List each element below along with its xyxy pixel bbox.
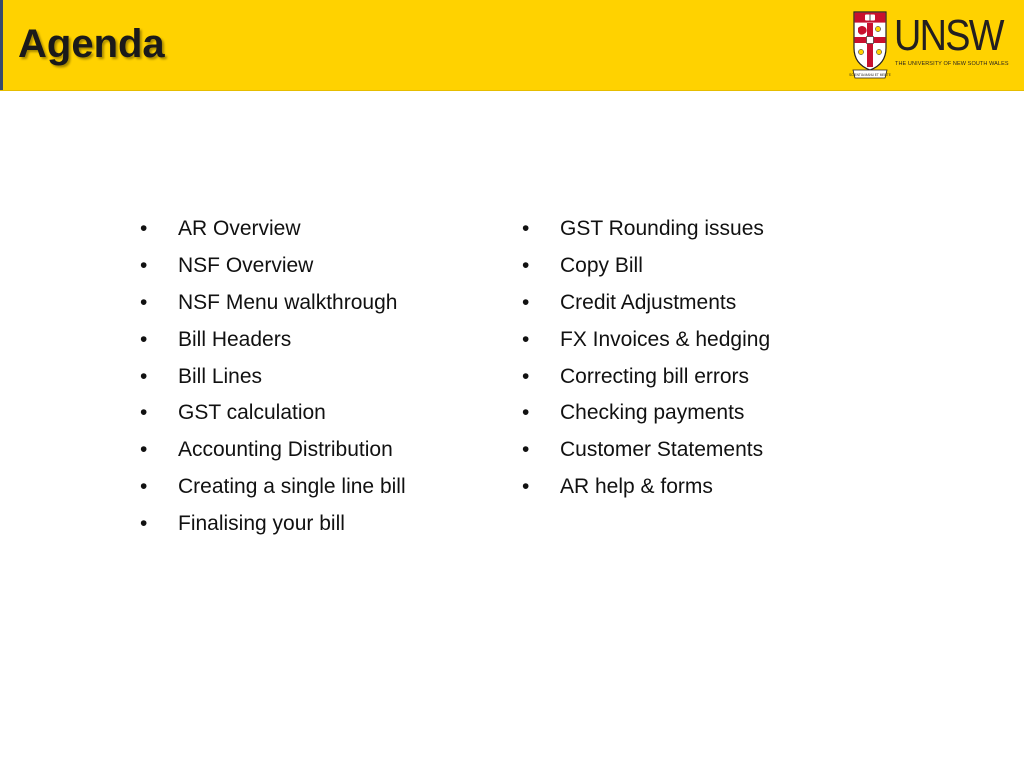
slide-title: Agenda bbox=[18, 22, 165, 66]
agenda-item-label: Copy Bill bbox=[560, 253, 643, 277]
bullet: • bbox=[140, 217, 148, 240]
bullet: • bbox=[140, 438, 148, 462]
agenda-item-label: GST Rounding issues bbox=[560, 217, 764, 240]
agenda-item-label: Finalising your bill bbox=[178, 512, 345, 536]
header-band bbox=[0, 0, 1024, 91]
agenda-item-label: GST calculation bbox=[178, 401, 326, 425]
logo-wordmark: UNSW bbox=[894, 11, 1003, 60]
agenda-item-label: AR help & forms bbox=[560, 475, 713, 499]
agenda-item-label: AR Overview bbox=[178, 217, 301, 240]
agenda-item-label: Customer Statements bbox=[560, 438, 764, 462]
bullet: • bbox=[140, 364, 148, 388]
bullet: • bbox=[522, 438, 530, 462]
agenda-item-label: Bill Lines bbox=[178, 364, 263, 388]
bullet: • bbox=[522, 401, 530, 425]
bullet: • bbox=[522, 290, 530, 314]
bullet: • bbox=[522, 475, 530, 499]
crest-ribbon-text: SCIENTIA MANU ET MENTE bbox=[849, 72, 891, 77]
bullet: • bbox=[522, 327, 530, 351]
bullet: • bbox=[140, 512, 148, 536]
agenda-item-label: FX Invoices & hedging bbox=[560, 327, 771, 351]
agenda-item-label: Checking payments bbox=[560, 401, 745, 425]
agenda-item-label: Bill Headers bbox=[178, 327, 292, 351]
bullet: • bbox=[522, 364, 530, 388]
bullet: • bbox=[140, 327, 148, 351]
bullet: • bbox=[140, 290, 148, 314]
agenda-item-label: NSF Menu walkthrough bbox=[178, 290, 398, 314]
bullet: • bbox=[140, 401, 148, 425]
bullet: • bbox=[522, 217, 530, 240]
agenda-item-label: Credit Adjustments bbox=[560, 290, 737, 314]
agenda-item-label: Correcting bill errors bbox=[560, 364, 750, 388]
unsw-crest-icon bbox=[849, 8, 891, 80]
bullet: • bbox=[140, 475, 148, 499]
agenda-item-label: NSF Overview bbox=[178, 253, 314, 277]
unsw-logo bbox=[849, 8, 1009, 82]
bullet: • bbox=[522, 253, 530, 277]
bullet: • bbox=[140, 253, 148, 277]
agenda-item-label: Creating a single line bill bbox=[178, 475, 406, 499]
logo-subtitle: THE UNIVERSITY OF NEW SOUTH WALES bbox=[895, 61, 1009, 67]
agenda-item-label: Accounting Distribution bbox=[178, 438, 393, 462]
header-left-edge bbox=[0, 0, 3, 90]
